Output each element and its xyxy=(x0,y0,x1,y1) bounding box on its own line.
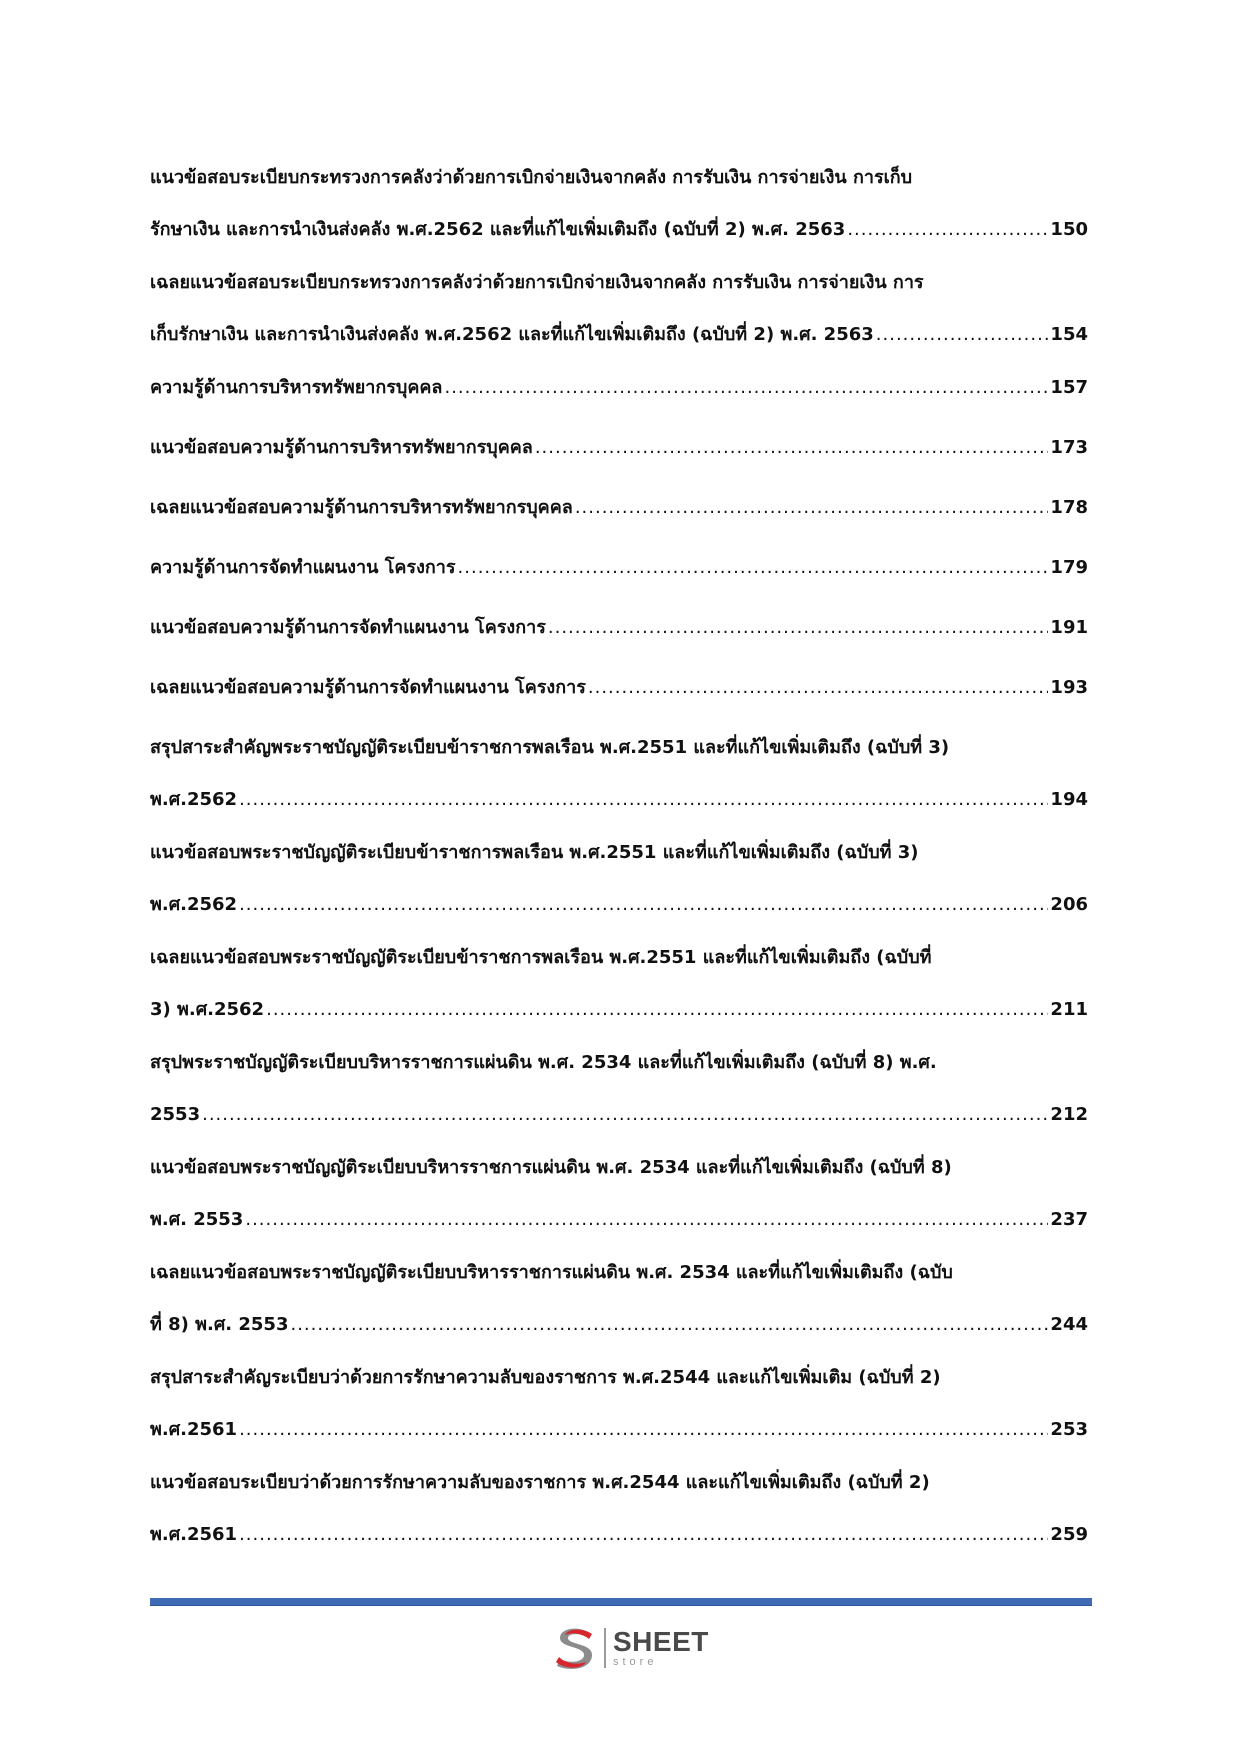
toc-entry-title-line1: เฉลยแนวข้อสอบระเบียบกระทรวงการคลังว่าด้วยการเบิกจ่ายเงินจากคลัง การรับเงิน การจ่ายเงิน การ xyxy=(150,272,924,293)
toc-entry-row xyxy=(150,1194,1088,1246)
table-of-contents xyxy=(150,152,1088,1562)
toc-entry-title-line1: สรุปพระราชบัญญัติระเบียบบริหารราชการแผ่นดิน พ.ศ. 2534 และที่แก้ไขเพิ่มเติมถึง (ฉบับที่ 8) พ.ศ. xyxy=(150,1052,937,1073)
toc-entry-row xyxy=(150,879,1088,931)
toc-dot-leader xyxy=(266,984,1048,1036)
toc-entry[interactable] xyxy=(150,152,1088,256)
toc-entry-row xyxy=(150,309,1088,361)
toc-entry-row xyxy=(150,204,1088,256)
footer-rule xyxy=(150,1598,1092,1606)
toc-entry-title-line1: แนวข้อสอบพระราชบัญญัติระเบียบบริหารราชการแผ่นดิน พ.ศ. 2534 และที่แก้ไขเพิ่มเติมถึง (ฉบับที่ 8) xyxy=(150,1157,952,1178)
toc-entry-row xyxy=(150,1509,1088,1561)
toc-dot-leader xyxy=(847,204,1048,256)
toc-dot-leader xyxy=(876,309,1049,361)
toc-page-number: 178 xyxy=(1050,497,1088,518)
logo-brand-word: SHEET xyxy=(613,1626,709,1657)
toc-dot-leader xyxy=(239,879,1048,931)
toc-entry[interactable] xyxy=(150,542,1088,594)
sheet-store-logo xyxy=(548,1622,709,1674)
toc-entry-title: พ.ศ.2561 xyxy=(150,1524,238,1545)
toc-entry-row xyxy=(150,422,1088,474)
toc-entry-title: แนวข้อสอบความรู้ด้านการบริหารทรัพยากรบุคคล xyxy=(150,437,533,458)
toc-dot-leader xyxy=(239,1404,1048,1456)
toc-entry[interactable] xyxy=(150,827,1088,931)
toc-page-number: 173 xyxy=(1050,437,1088,458)
toc-entry-title: พ.ศ.2562 xyxy=(150,789,238,810)
toc-entry-title-line1: เฉลยแนวข้อสอบพระราชบัญญัติระเบียบบริหารราชการแผ่นดิน พ.ศ. 2534 และที่แก้ไขเพิ่มเติมถึง (ฉบับ xyxy=(150,1262,953,1283)
toc-entry-row xyxy=(150,482,1088,534)
toc-page-number: 150 xyxy=(1050,219,1088,240)
toc-entry[interactable] xyxy=(150,257,1088,361)
logo-divider xyxy=(604,1628,606,1668)
toc-page-number: 259 xyxy=(1050,1524,1088,1545)
toc-entry[interactable] xyxy=(150,1142,1088,1246)
toc-dot-leader xyxy=(444,362,1048,414)
toc-entry-row xyxy=(150,602,1088,654)
toc-entry[interactable] xyxy=(150,662,1088,714)
toc-entry[interactable] xyxy=(150,722,1088,826)
toc-entry[interactable] xyxy=(150,362,1088,414)
toc-entry[interactable] xyxy=(150,1457,1088,1561)
toc-dot-leader xyxy=(548,602,1049,654)
toc-page-number: 157 xyxy=(1050,377,1088,398)
toc-page-number: 237 xyxy=(1050,1209,1088,1230)
toc-entry[interactable] xyxy=(150,1247,1088,1351)
toc-dot-leader xyxy=(535,422,1049,474)
toc-dot-leader xyxy=(239,774,1048,826)
toc-entry-title-line1: แนวข้อสอบระเบียบกระทรวงการคลังว่าด้วยการเบิกจ่ายเงินจากคลัง การรับเงิน การจ่ายเงิน การเก็บ xyxy=(150,167,913,188)
toc-entry-title: พ.ศ.2562 xyxy=(150,894,238,915)
toc-entry-title-line1: เฉลยแนวข้อสอบพระราชบัญญัติระเบียบข้าราชการพลเรือน พ.ศ.2551 และที่แก้ไขเพิ่มเติมถึง (ฉบับที่ xyxy=(150,947,932,968)
toc-page-number: 212 xyxy=(1050,1104,1088,1125)
toc-entry-title: 3) พ.ศ.2562 xyxy=(150,999,265,1020)
toc-dot-leader xyxy=(290,1299,1048,1351)
toc-dot-leader xyxy=(575,482,1049,534)
toc-page-number: 206 xyxy=(1050,894,1088,915)
toc-entry[interactable] xyxy=(150,1352,1088,1456)
toc-entry-title: ความรู้ด้านการบริหารทรัพยากรบุคคล xyxy=(150,377,443,398)
toc-page-number: 179 xyxy=(1050,557,1088,578)
toc-entry-row xyxy=(150,362,1088,414)
toc-page-number: 253 xyxy=(1050,1419,1088,1440)
sheet-store-logo-icon xyxy=(548,1622,600,1674)
toc-entry-title: พ.ศ. 2553 xyxy=(150,1209,244,1230)
toc-entry-row xyxy=(150,984,1088,1036)
logo-text xyxy=(613,1628,709,1668)
toc-entry-row xyxy=(150,1299,1088,1351)
toc-entry-title: ความรู้ด้านการจัดทำแผนงาน โครงการ xyxy=(150,557,456,578)
toc-page-number: 191 xyxy=(1050,617,1088,638)
toc-entry-title-line1: แนวข้อสอบพระราชบัญญัติระเบียบข้าราชการพลเรือน พ.ศ.2551 และที่แก้ไขเพิ่มเติมถึง (ฉบับที่ 3) xyxy=(150,842,919,863)
toc-dot-leader xyxy=(588,662,1049,714)
toc-entry-title: เก็บรักษาเงิน และการนำเงินส่งคลัง พ.ศ.2562 และที่แก้ไขเพิ่มเติมถึง (ฉบับที่ 2) พ.ศ. 2563 xyxy=(150,324,874,345)
toc-entry[interactable] xyxy=(150,932,1088,1036)
toc-entry-title-line1: สรุปสาระสำคัญพระราชบัญญัติระเบียบข้าราชการพลเรือน พ.ศ.2551 และที่แก้ไขเพิ่มเติมถึง (ฉบับที่ 3) xyxy=(150,737,950,758)
toc-entry-title: เฉลยแนวข้อสอบความรู้ด้านการจัดทำแผนงาน โครงการ xyxy=(150,677,586,698)
toc-dot-leader xyxy=(458,542,1049,594)
toc-entry-title-line1: แนวข้อสอบระเบียบว่าด้วยการรักษาความลับของราชการ พ.ศ.2544 และแก้ไขเพิ่มเติมถึง (ฉบับที่ 2) xyxy=(150,1472,930,1493)
toc-dot-leader xyxy=(239,1509,1048,1561)
toc-entry-title: แนวข้อสอบความรู้ด้านการจัดทำแผนงาน โครงการ xyxy=(150,617,546,638)
toc-entry-title-line1: สรุปสาระสำคัญระเบียบว่าด้วยการรักษาความลับของราชการ พ.ศ.2544 และแก้ไขเพิ่มเติม (ฉบับที่ 2) xyxy=(150,1367,941,1388)
toc-entry-row xyxy=(150,662,1088,714)
toc-entry-row xyxy=(150,1404,1088,1456)
toc-page-number: 211 xyxy=(1050,999,1088,1020)
toc-dot-leader xyxy=(202,1089,1048,1141)
toc-entry[interactable] xyxy=(150,602,1088,654)
toc-page-number: 194 xyxy=(1050,789,1088,810)
toc-entry-row xyxy=(150,542,1088,594)
toc-entry-title: 2553 xyxy=(150,1104,201,1125)
toc-entry-title: เฉลยแนวข้อสอบความรู้ด้านการบริหารทรัพยากรบุคคล xyxy=(150,497,573,518)
toc-entry[interactable] xyxy=(150,1037,1088,1141)
toc-entry-row xyxy=(150,774,1088,826)
toc-entry[interactable] xyxy=(150,422,1088,474)
toc-entry-title: ที่ 8) พ.ศ. 2553 xyxy=(150,1314,289,1335)
logo-brand-sub: store xyxy=(613,1656,658,1668)
toc-page-number: 154 xyxy=(1050,324,1088,345)
toc-entry[interactable] xyxy=(150,482,1088,534)
toc-entry-row xyxy=(150,1089,1088,1141)
toc-page-number: 193 xyxy=(1050,677,1088,698)
toc-page-number: 244 xyxy=(1050,1314,1088,1335)
toc-entry-title: รักษาเงิน และการนำเงินส่งคลัง พ.ศ.2562 และที่แก้ไขเพิ่มเติมถึง (ฉบับที่ 2) พ.ศ. 2563 xyxy=(150,219,846,240)
toc-dot-leader xyxy=(245,1194,1048,1246)
toc-entry-title: พ.ศ.2561 xyxy=(150,1419,238,1440)
